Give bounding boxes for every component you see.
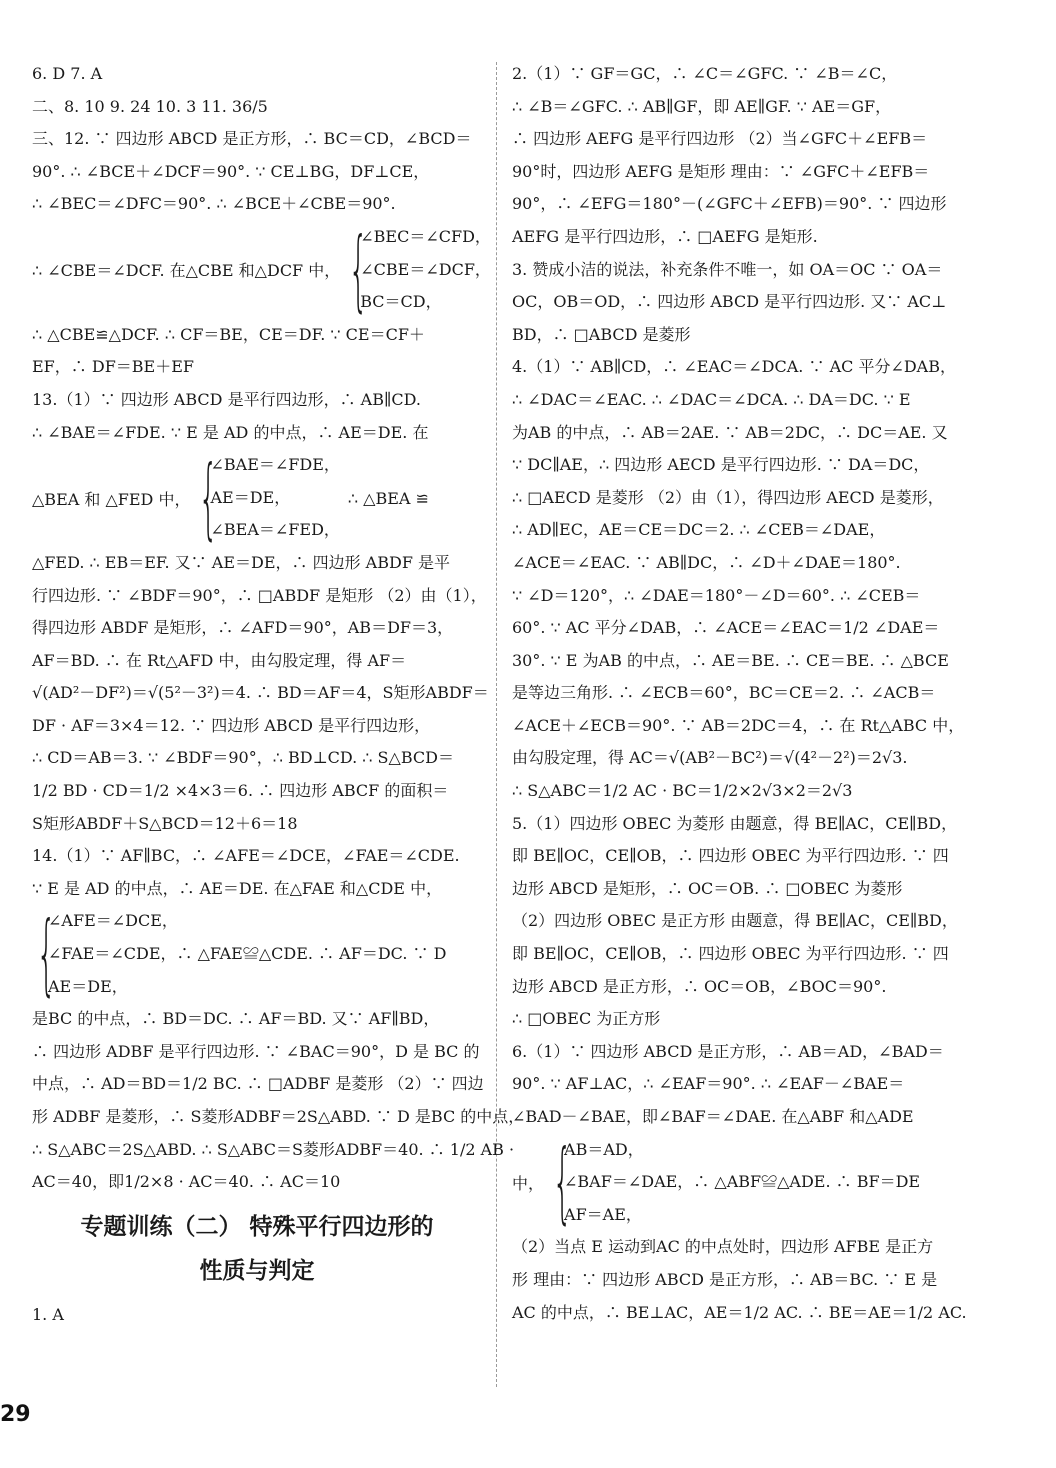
text-line: 边形 ABCD 是矩形，∴ OC＝OB. ∴ □OBEC 为菱形 [512, 878, 903, 898]
text-line: 90°. ∴ ∠BCE＋∠DCF＝90°. ∵ CE⊥BG，DF⊥CE， [32, 161, 430, 181]
brace-row: ∠BEC＝∠CFD， [360, 226, 491, 246]
text-line: ∠ACE＋∠ECB＝90°. ∵ AB＝2DC＝4，∴ 在 Rt△ABC 中， [512, 715, 965, 735]
text-line: ∴ ∠BAE＝∠FDE. ∵ E 是 AD 的中点，∴ AE＝DE. 在 [32, 422, 429, 442]
text-line: 即 BE∥OC，CE∥OB，∴ 四边形 OBEC 为平行四边形. ∵ 四 [512, 846, 949, 866]
section-title: 专题训练（二） 特殊平行四边形的 性质与判定 [80, 1213, 434, 1284]
text-line: 得四边形 ABDF 是矩形，∴ ∠AFD＝90°，AB＝DF＝3， [32, 618, 454, 638]
left-brace: { [348, 217, 369, 321]
text-line: 2.（1）∵ GF＝GC，∴ ∠C＝∠GFC. ∵ ∠B＝∠C， [512, 64, 898, 83]
brace-row: AE＝DE， [48, 976, 128, 996]
text-line: AC＝40，即1/2×8 · AC＝40. ∴ AC＝10 [32, 1172, 341, 1192]
text-line: S矩形ABDF＋S△BCD＝12＋6＝18 [32, 813, 298, 833]
text-line: 形 理由：∵ 四边形 ABCD 是正方形，∴ AB＝BC. ∵ E 是 [512, 1269, 938, 1289]
brace-system-2: △BEA 和 △FED 中， { ∠BAE＝∠FDE， AE＝DE， ∠BEA＝∠FED， ∴ △BEA ≌ [32, 446, 429, 550]
text-line: DF · AF＝3×4＝12. ∵ 四边形 ABCD 是平行四边形， [32, 715, 431, 735]
text-line: 1/2 BD · CD＝1/2 ×4×3＝6. ∴ 四边形 ABCF 的面积＝ [32, 781, 449, 801]
text-line: ∵ DC∥AE，∴ 四边形 AECD 是平行四边形. ∵ DA＝DC， [512, 455, 930, 475]
text-line: ∴ CD＝AB＝3. ∵ ∠BDF＝90°，∴ BD⊥CD. ∴ S△BCD＝ [32, 748, 454, 768]
text-line: ∴ ∠DAC＝∠EAC. ∴ ∠DAC＝∠DCA. ∴ DA＝DC. ∵ E [512, 389, 911, 409]
brace-system-4: 中， { AB＝AD， ∠BAF＝∠DAE，∴ △ABF≌△ADE. ∴ BF＝DE AF＝AE， [512, 1130, 921, 1234]
text-line: 3. 赞成小洁的说法，补充条件不唯一，如 OA＝OC ∵ OA＝ [512, 259, 943, 279]
text-line: ∴ 四边形 AEFG 是平行四边形 （2）当∠GFC＋∠EFB＝ [512, 129, 928, 149]
text-line: ∴ AD∥EC，AE＝CE＝DC＝2. ∴ ∠CEB＝∠DAE， [512, 520, 886, 540]
text-line: 60°. ∵ AC 平分∠DAB，∴ ∠ACE＝∠EAC＝1/2 ∠DAE＝ [512, 618, 940, 638]
text-line: ∠ACE＝∠EAC. ∵ AB∥DC，∴ ∠D＋∠DAE＝180°. [512, 552, 901, 572]
text-line: ∵ ∠D＝120°，∴ ∠DAE＝180°－∠D＝60°. ∴ ∠CEB＝ [512, 585, 921, 605]
text-line: 4.（1）∵ AB∥CD，∴ ∠EAC＝∠DCA. ∵ AC 平分∠DAB， [512, 357, 956, 377]
text-line: EF，∴ DF＝BE＋EF [32, 357, 195, 377]
text-line: 13.（1）∵ 四边形 ABCD 是平行四边形，∴ AB∥CD. [32, 389, 421, 409]
text-line: ∴ S△ABC＝2S△ABD. ∴ S△ABC＝S菱形ADBF＝40. ∴ 1/2 AB · [32, 1139, 515, 1159]
brace-system-3 [32, 902, 482, 1006]
text-line: 中点，∴ AD＝BD＝1/2 BC. ∴ □ADBF 是菱形 （2）∵ 四边 [32, 1074, 484, 1094]
page-number: 29 [0, 1402, 31, 1427]
text-line: AEFG 是平行四边形，∴ □AEFG 是矩形. [512, 226, 818, 246]
text-line: （2）当点 E 运动到AC 的中点处时，四边形 AFBE 是正方 [512, 1237, 934, 1257]
text-line: ∴ △CBE≌△DCF. ∴ CF＝BE，CE＝DF. ∵ CE＝CF＋ [32, 324, 425, 344]
text-line: ∴ □OBEC 为正方形 [512, 1009, 661, 1029]
text-line: AC 的中点，∴ BE⊥AC，AE＝1/2 AC. ∴ BE＝AE＝1/2 AC. [512, 1302, 967, 1322]
brace-row: ∠BEA＝∠FED， [210, 520, 340, 540]
text-line: △FED. ∴ EB＝EF. 又∵ AE＝DE，∴ 四边形 ABDF 是平 [32, 552, 451, 572]
brace-row: ∠AFE＝∠DCE， [48, 911, 178, 931]
text-line: 5.（1）四边形 OBEC 为菱形 由题意，得 BE∥AC，CE∥BD， [512, 813, 958, 833]
text-line: OC，OB＝OD，∴ 四边形 ABCD 是平行四边形. 又∵ AC⊥ [512, 292, 947, 312]
text-line: 行四边形. ∵ ∠BDF＝90°，∴ □ABDF 是矩形 （2）由（1）， [32, 585, 487, 605]
text-line: 边形 ABCD 是正方形，∴ OC＝OB，∠BOC＝90°. [512, 976, 887, 996]
column-divider [496, 62, 497, 1387]
left-brace: { [36, 902, 57, 1006]
brace-row: AB＝AD， [564, 1139, 644, 1159]
text-line: 形 ADBF 是菱形，∴ S菱形ADBF＝2S△ABD. ∵ D 是BC 的中点， [32, 1107, 525, 1126]
left-brace: { [552, 1130, 573, 1234]
text-line: ∵ E 是 AD 的中点，∴ AE＝DE. 在△FAE 和△CDE 中， [32, 878, 443, 898]
text-line: 由勾股定理，得 AC＝√(AB²－BC²)＝√(4²－2²)＝2√3. [512, 748, 908, 768]
brace-row: ∠FAE＝∠CDE，∴ △FAE≌△CDE. ∴ AF＝DC. ∵ D [48, 944, 447, 964]
brace-row: BC＝CD， [360, 292, 442, 312]
answer-line: 1. A [32, 1304, 64, 1324]
brace-row: ∠CBE＝∠DCF， [360, 259, 491, 279]
text-line: BD，∴ □ABCD 是菱形 [512, 324, 691, 344]
left-column [32, 58, 525, 1331]
text-line: （2）四边形 OBEC 是正方形 由题意，得 BE∥AC，CE∥BD， [512, 911, 958, 931]
text-line: ∴ ∠B＝∠GFC. ∴ AB∥GF，即 AE∥GF. ∵ AE＝GF， [512, 96, 892, 116]
right-column [512, 58, 967, 1329]
text-line: 6. D 7. A [32, 64, 103, 83]
text-line: 90°. ∵ AF⊥AC，∴ ∠EAF＝90°. ∴ ∠EAF－∠BAE＝ [512, 1074, 905, 1094]
text-line: ∴ ∠BEC＝∠DFC＝90°. ∴ ∠BCE＋∠CBE＝90°. [32, 194, 396, 214]
text-line: 为AB 的中点，∴ AB＝2AE. ∵ AB＝2DC，∴ DC＝AE. 又 [512, 422, 948, 442]
brace-row: ∠BAE＝∠FDE， [210, 455, 340, 475]
text-line: ∴ □AECD 是菱形 （2）由（1），得四边形 AECD 是菱形， [512, 487, 944, 507]
brace-row: AE＝DE， [210, 487, 291, 507]
text-line: ∴ S△ABC＝1/2 AC · BC＝1/2×2√3×2＝2√3 [512, 781, 853, 801]
text-line: 90°时，四边形 AEFG 是矩形 理由：∵ ∠GFC＋∠EFB＝ [512, 161, 930, 181]
text-line: 是BC 的中点，∴ BD＝DC. ∴ AF＝BD. 又∵ AF∥BD， [32, 1009, 440, 1029]
text-line: 6.（1）∵ 四边形 ABCD 是正方形，∴ AB＝AD，∠BAD＝ [512, 1041, 944, 1061]
text-line: 即 BE∥OC，CE∥OB，∴ 四边形 OBEC 为平行四边形. ∵ 四 [512, 944, 949, 964]
text-line: ∠BAD－∠BAE，即∠BAF＝∠DAE. 在△ABF 和△ADE [512, 1107, 914, 1126]
text-line: AF＝BD. ∴ 在 Rt△AFD 中，由勾股定理，得 AF＝ [32, 650, 407, 670]
text-line: 三、12. ∵ 四边形 ABCD 是正方形，∴ BC＝CD，∠BCD＝ [32, 129, 472, 149]
text-line: 90°，∴ ∠EFG＝180°－(∠GFC＋∠EFB)＝90°. ∵ 四边形 [512, 194, 947, 214]
brace-system-1: ∴ ∠CBE＝∠DCF. 在△CBE 和△DCF 中， { ∠BEC＝∠CFD， ∠CBE＝∠DCF， BC＝CD， [32, 217, 491, 321]
brace-row: AF＝AE， [564, 1204, 642, 1224]
text-line: 是等边三角形. ∴ ∠ECB＝60°，BC＝CE＝2. ∴ ∠ACB＝ [512, 683, 936, 703]
text-line: ∴ 四边形 ADBF 是平行四边形. ∵ ∠BAC＝90°，D 是 BC 的 [32, 1041, 480, 1061]
text-line: 30°. ∵ E 为AB 的中点，∴ AE＝BE. ∴ CE＝BE. ∴ △BCE [512, 650, 949, 670]
brace-row: ∠BAF＝∠DAE，∴ △ABF≌△ADE. ∴ BF＝DE [564, 1172, 921, 1192]
left-brace: { [199, 446, 219, 550]
text-line: 二、8. 10 9. 24 10. 3 11. 36/5 [32, 96, 268, 116]
text-line: 14.（1）∵ AF∥BC，∴ ∠AFE＝∠DCE，∠FAE＝∠CDE. [32, 846, 460, 866]
text-line: √(AD²－DF²)＝√(5²－3²)＝4. ∴ BD＝AF＝4，S矩形ABDF＝ [32, 683, 489, 703]
